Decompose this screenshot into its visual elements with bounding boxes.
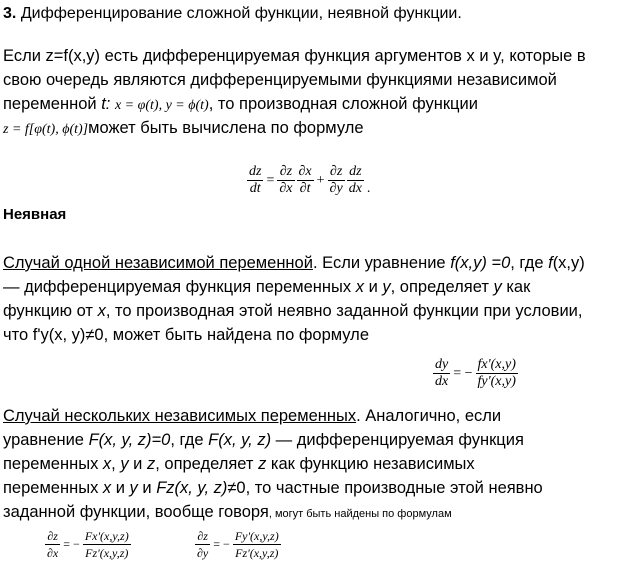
- text: . Аналогично, если: [356, 407, 502, 425]
- num: dy: [435, 357, 449, 372]
- section-title: Дифференцирование сложной функции, неявной функции.: [20, 5, 462, 22]
- complex-line-3: [3, 92, 478, 118]
- text: , то производная сложной функции: [208, 95, 478, 113]
- math: Fz(x, y, z): [156, 479, 228, 497]
- math: f: [548, 254, 553, 272]
- text: переменных: [3, 455, 103, 473]
- plus: +: [316, 172, 325, 188]
- single-line-3: [3, 299, 582, 323]
- math: F(x, y, z)=0: [88, 431, 171, 449]
- small-text: , могут быть найдены по формулам: [268, 508, 452, 520]
- period: .: [366, 181, 371, 196]
- text: уравнение: [3, 431, 89, 449]
- section-number: 3: [3, 5, 12, 22]
- var-t: t:: [101, 95, 111, 113]
- num: fx'(x,y): [477, 357, 516, 372]
- text: , где: [170, 431, 209, 449]
- math: F(x, y, z): [208, 431, 272, 449]
- section-heading: [3, 2, 462, 26]
- math: y: [382, 278, 391, 296]
- text: заданной функции, вообще говоря: [3, 503, 269, 521]
- frac: [277, 164, 294, 197]
- math: f(x,y) =0: [450, 254, 511, 272]
- den: Fz'(x,y,z): [85, 546, 129, 560]
- den: fy'(x,y): [477, 374, 516, 389]
- den: dx: [348, 181, 362, 196]
- single-line-1: [3, 251, 585, 275]
- math: z: [258, 455, 267, 473]
- math: x: [102, 455, 112, 473]
- num: Fy'(x,y,z): [234, 529, 279, 543]
- inline-formula-z: z = f[φ(t), ϕ(t)]: [3, 122, 89, 137]
- frac-dz-dy: [195, 528, 210, 561]
- text: как: [501, 278, 531, 296]
- den: ∂x: [47, 546, 59, 560]
- formula-multi-x: [44, 528, 132, 561]
- text: ,: [111, 455, 121, 473]
- implicit-title: Неявная: [3, 206, 67, 223]
- den: ∂t: [299, 181, 311, 196]
- equals: =: [266, 172, 275, 188]
- equals-minus: = −: [63, 537, 80, 551]
- single-line-4: что f'y(x, y)≠0, может быть найдена по формуле: [3, 326, 369, 344]
- text: . Если уравнение: [312, 254, 451, 272]
- num: dz: [249, 164, 262, 179]
- num: ∂z: [45, 528, 60, 545]
- text: и: [363, 278, 383, 296]
- frac-dz-dx: [45, 528, 60, 561]
- num: dz: [347, 164, 364, 181]
- multi-line-1: [3, 404, 501, 428]
- text: и: [128, 455, 147, 473]
- text: , определяет: [155, 455, 259, 473]
- text: может быть вычислена по формуле: [88, 119, 364, 137]
- text: (x,y): [552, 254, 585, 272]
- formula-main: [246, 164, 372, 197]
- math: y: [493, 278, 502, 296]
- equals-minus: = −: [213, 537, 230, 551]
- math: x: [355, 278, 364, 296]
- math: y: [129, 479, 138, 497]
- multi-case-link[interactable]: Случай нескольких независимых переменных: [3, 407, 357, 425]
- frac: [297, 164, 314, 197]
- inline-formula-xy: x = φ(t), y = ϕ(t): [114, 98, 209, 113]
- text: переменной: [3, 95, 102, 113]
- multi-line-5: [3, 500, 452, 526]
- math: z: [146, 455, 156, 473]
- text: , то производная этой неявно заданной функции при условии,: [105, 302, 583, 320]
- den: ∂y: [329, 181, 343, 196]
- math: x: [97, 302, 106, 320]
- text: , где: [510, 254, 549, 272]
- frac-Fy-Fz: [233, 528, 281, 561]
- complex-line-4: [3, 116, 364, 142]
- formula-single: [432, 357, 519, 390]
- single-case-link[interactable]: Случай одной независимой переменной: [3, 254, 313, 272]
- text: переменных: [3, 479, 103, 497]
- frac: [347, 164, 364, 197]
- num: ∂z: [328, 164, 345, 181]
- complex-line-2: свою очередь являются дифференцируемыми функциями независимой: [3, 71, 557, 89]
- frac-Fx-Fz: [83, 528, 131, 561]
- num: ∂x: [298, 164, 312, 179]
- math: y: [120, 455, 129, 473]
- math: x: [102, 479, 112, 497]
- equals-minus: = −: [453, 365, 473, 381]
- text: и: [111, 479, 130, 497]
- multi-line-3: [3, 452, 475, 476]
- frac-dz-dt: [247, 164, 263, 197]
- den: Fz'(x,y,z): [235, 546, 279, 560]
- text: как функцию независимых: [266, 455, 475, 473]
- den: dt: [249, 181, 261, 196]
- text: , определяет: [390, 278, 494, 296]
- single-line-2: [3, 275, 530, 299]
- frac-dy-dx: [433, 357, 450, 390]
- section-number-dot: .: [11, 5, 17, 22]
- num: Fx'(x,y,z): [84, 529, 129, 543]
- multi-line-2: [3, 428, 524, 452]
- den: dx: [435, 374, 449, 389]
- text: функцию от: [3, 302, 98, 320]
- den: ∂y: [197, 546, 209, 560]
- text: — дифференцируемая функция переменных: [3, 278, 356, 296]
- frac-fx-fy: [476, 357, 518, 390]
- formula-multi-y: [194, 528, 282, 561]
- text: и: [137, 479, 157, 497]
- frac: [328, 164, 345, 197]
- text: — дифференцируемая функция: [271, 431, 524, 449]
- den: ∂x: [279, 181, 293, 196]
- complex-line-1: Если z=f(x,y) есть дифференцируемая функция аргументов x и y, которые в: [3, 47, 586, 65]
- text: ≠0, то частные производные этой неявно: [227, 479, 543, 497]
- num: ∂z: [277, 164, 294, 181]
- multi-line-4: [3, 476, 543, 500]
- num: ∂z: [195, 528, 210, 545]
